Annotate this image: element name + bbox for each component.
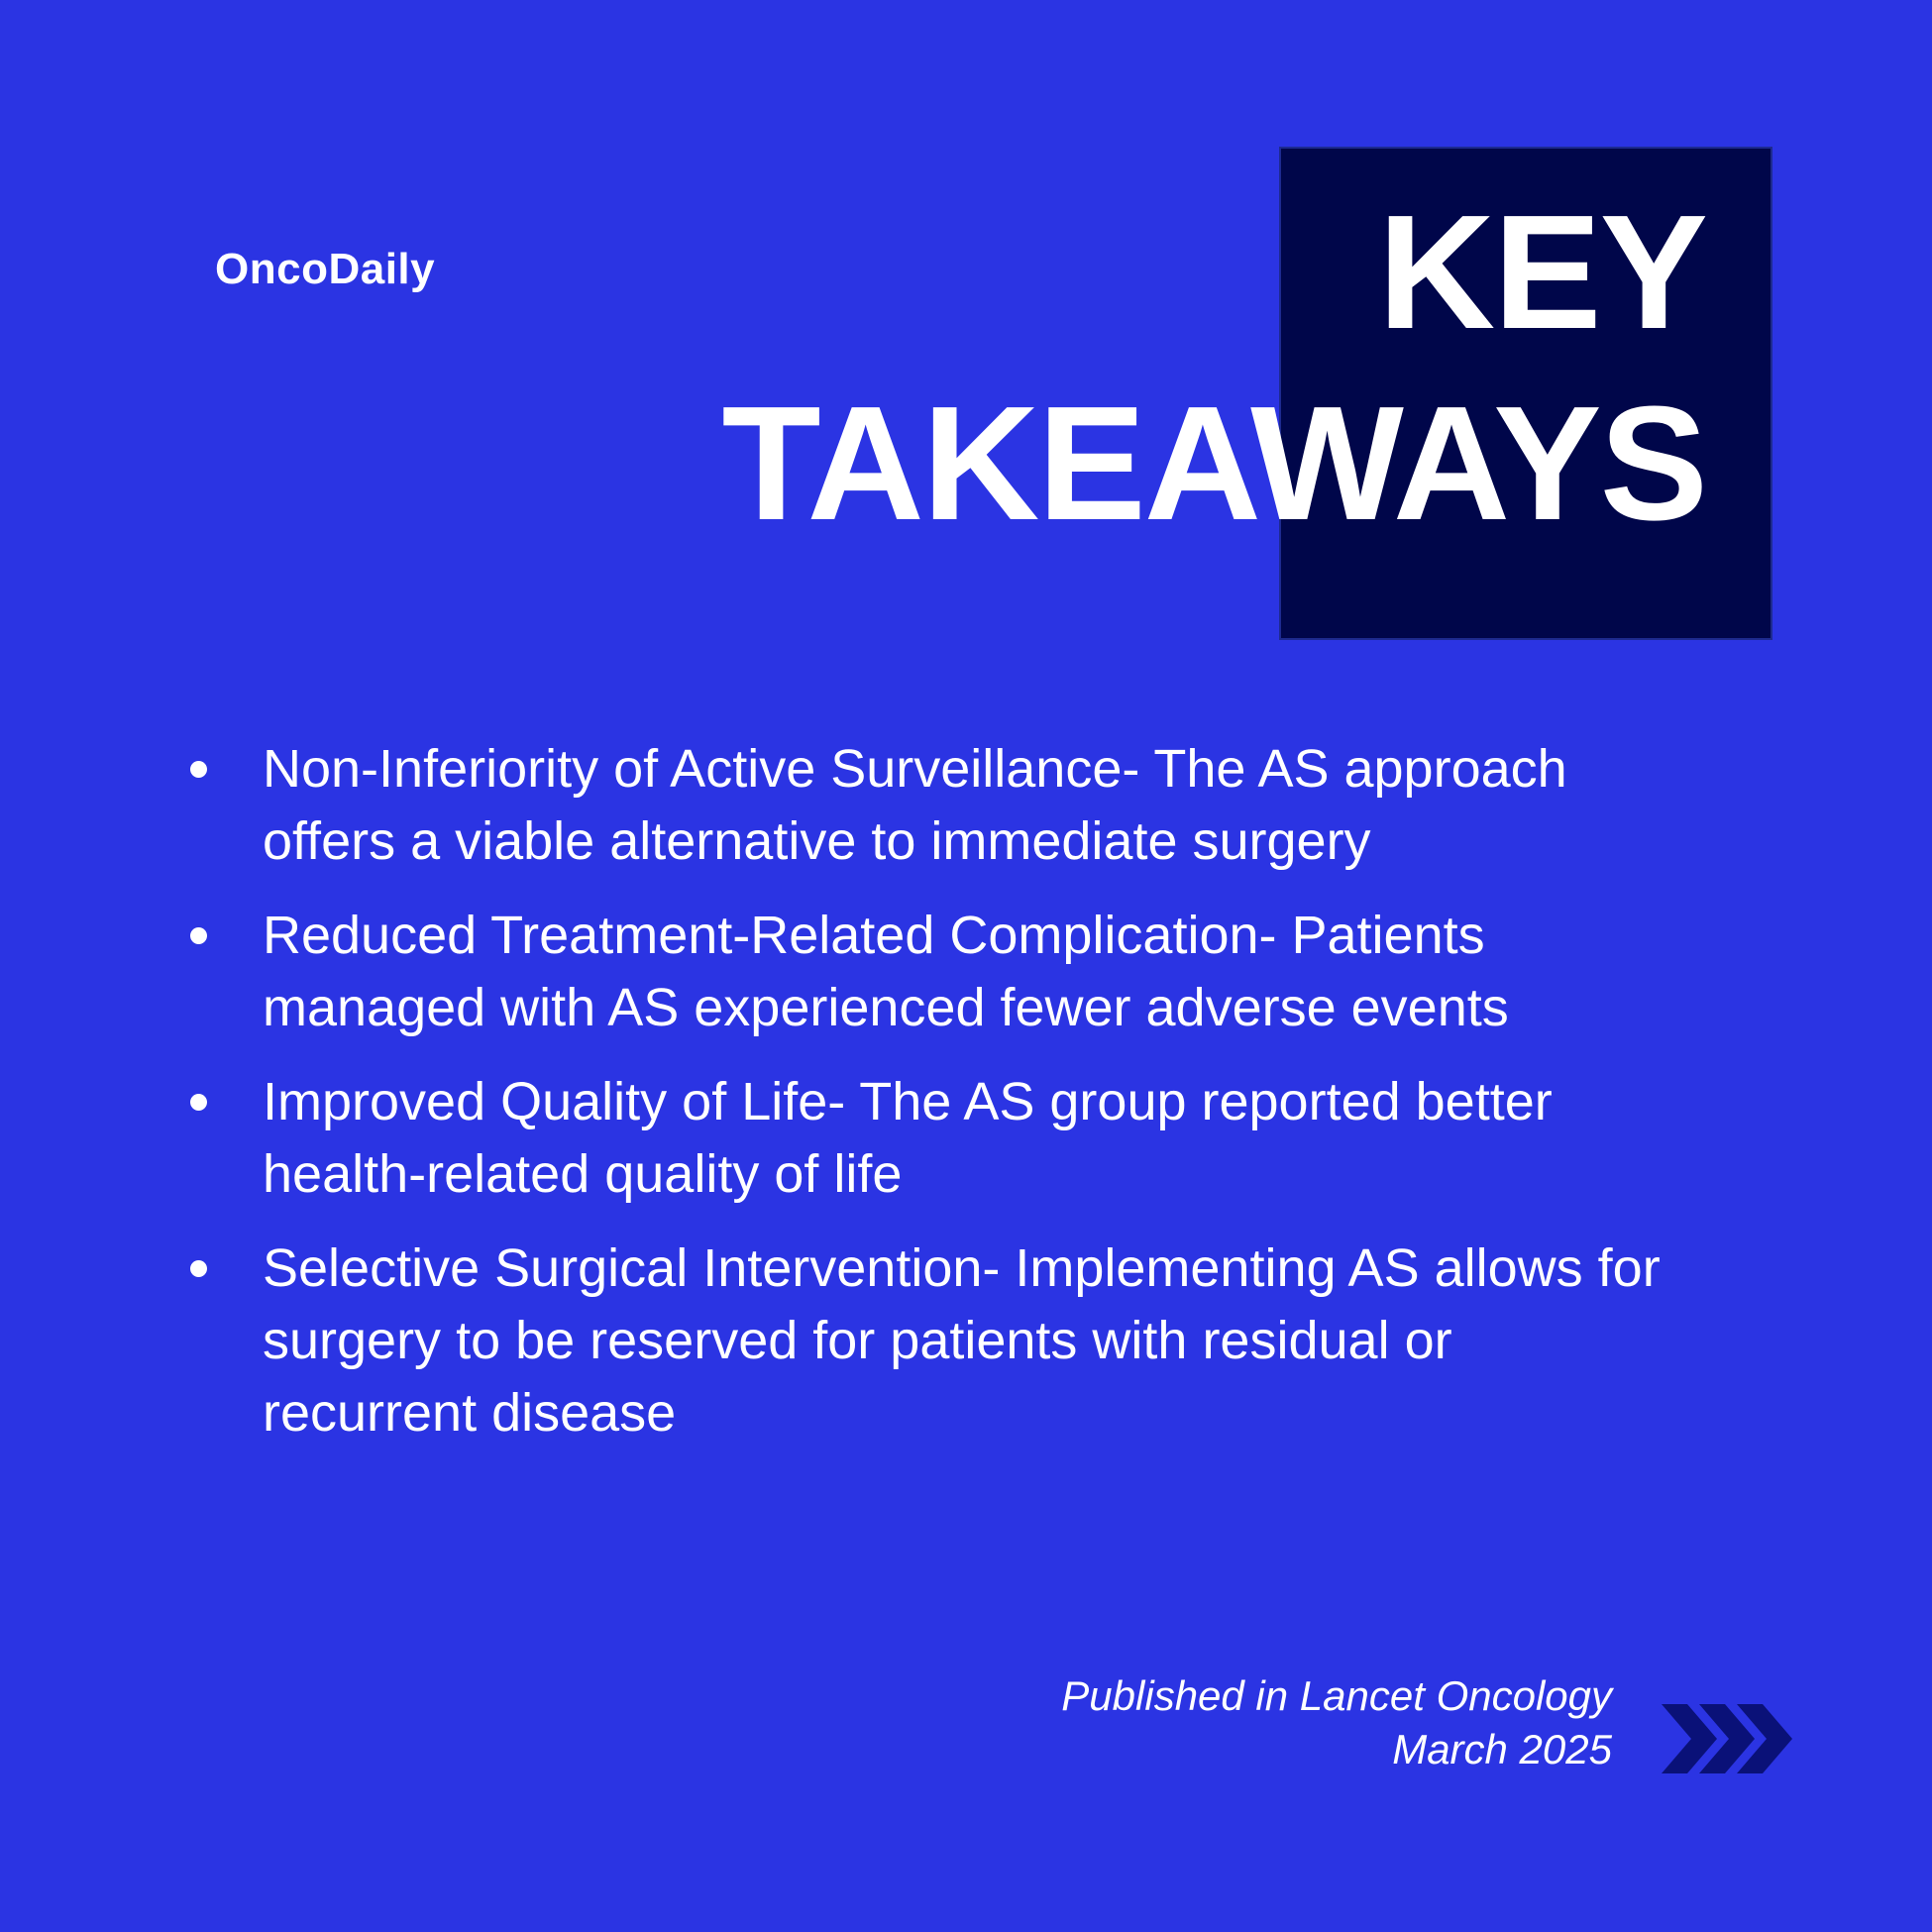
page-title [721,176,1706,559]
bullet-icon [190,1260,207,1277]
takeaway-text: Selective Surgical Intervention- Implementing AS allows for surgery to be reserved for patients with residual or recurrent disease [263,1238,1661,1443]
source-date: March 2025 [1392,1726,1612,1772]
title-line-1: KEY [1377,181,1706,363]
bullet-icon [190,927,207,944]
takeaway-item [182,733,1668,878]
takeaway-text: Improved Quality of Life- The AS group reported better health-related quality of life [263,1072,1553,1204]
takeaway-item [182,900,1668,1044]
brand-logo-text: OncoDaily [215,245,436,293]
takeaway-item [182,1066,1668,1211]
publication-source [1061,1669,1612,1776]
triple-chevron-right-icon[interactable] [1660,1702,1800,1775]
takeaway-item [182,1233,1668,1449]
bullet-icon [190,761,207,778]
takeaway-text: Reduced Treatment-Related Complication- Patients managed with AS experienced fewer adverse events [263,906,1509,1037]
takeaway-text: Non-Inferiority of Active Surveillance- The AS approach offers a viable alternative to immediate surgery [263,739,1567,871]
source-journal: Published in Lancet Oncology [1061,1672,1612,1719]
title-line-2: TAKEAWAYS [721,373,1706,554]
takeaways-list [182,733,1668,1471]
bullet-icon [190,1094,207,1111]
